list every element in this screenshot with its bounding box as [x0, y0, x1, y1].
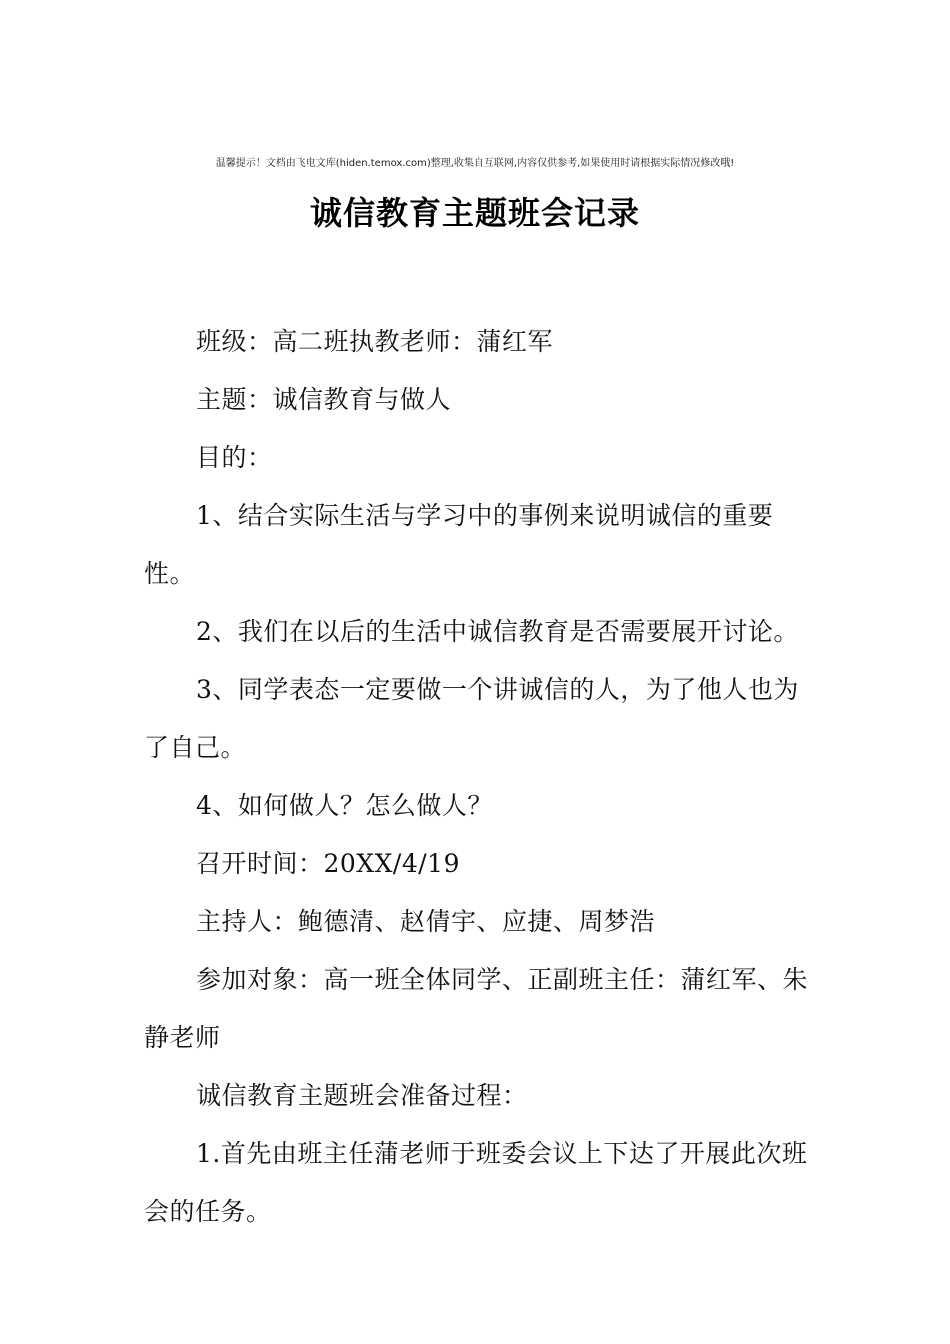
paragraph-meeting-time: 召开时间：20XX/4/19 [196, 849, 460, 878]
document-title: 诚信教育主题班会记录 [309, 194, 640, 232]
header-notice: 温馨提示！文档由飞电文库(hiden.temox.com)整理,收集自互联网,内容仅供参考,如果使用时请根据实际情况修改哦! [215, 158, 735, 169]
paragraph-participants: 参加对象：高一班全体同学、正副班主任：蒲红军、朱静老师 [144, 965, 809, 1052]
document-body [144, 313, 814, 1241]
paragraph-preparation-1: 1.首先由班主任蒲老师于班委会议上下达了开展此次班会的任务。 [144, 1139, 808, 1226]
paragraph-purpose-2: 2、我们在以后的生活中诚信教育是否需要展开讨论。 [196, 617, 799, 646]
paragraph-purpose-heading: 目的： [196, 443, 273, 472]
paragraph-preparation-heading: 诚信教育主题班会准备过程： [196, 1081, 528, 1110]
paragraph-purpose-4: 4、如何做人？怎么做人？ [196, 791, 493, 820]
paragraph-class-teacher: 班级：高二班执教老师：蒲红军 [196, 327, 554, 356]
paragraph-purpose-1: 1、结合实际生活与学习中的事例来说明诚信的重要性。 [144, 501, 774, 588]
paragraph-theme: 主题：诚信教育与做人 [196, 385, 452, 414]
paragraph-purpose-3: 3、同学表态一定要做一个讲诚信的人，为了他人也为了自己。 [144, 675, 799, 762]
paragraph-hosts: 主持人：鲍德清、赵倩宇、应捷、周梦浩 [196, 907, 656, 936]
